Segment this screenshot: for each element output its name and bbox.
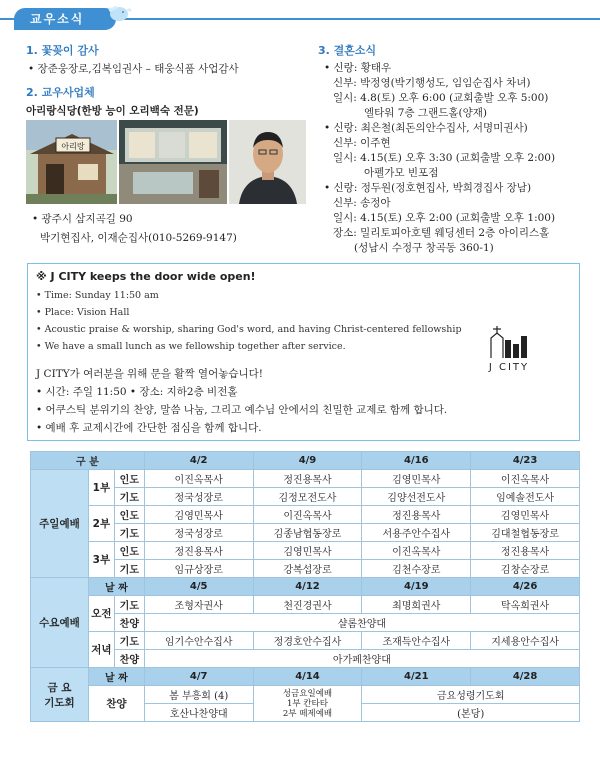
wedding-line: 장소: 밀리토피아호텔 웨딩센터 2층 아이리스홀 [333, 227, 550, 239]
table-row [31, 596, 580, 614]
wedding-line: 일시: 4.15(토) 오후 2:00 (교회출발 오후 1:00) [333, 212, 556, 224]
business-address-line: • 광주시 삼지곡길 90 [32, 213, 133, 225]
schedule-cell: 임기수안수집사 [144, 632, 253, 650]
table-row [31, 542, 580, 560]
schedule-cell: 정진용목사 [471, 542, 580, 560]
business-name: 아리랑식당(한방 능이 오리백숙 전문) [26, 105, 199, 117]
wedding-line: 일시: 4.8(토) 오후 6:00 (교회출발 오후 5:00) [333, 92, 549, 104]
friday-date: 4/21 [362, 668, 471, 686]
role-label: 기도 [114, 524, 144, 542]
schedule-cell: 김정모전도사 [253, 488, 362, 506]
schedule-cell: 이진옥목사 [253, 506, 362, 524]
friday-label-line: 기도회 [44, 696, 75, 709]
schedule-cell: 아가페찬양대 [144, 650, 579, 668]
schedule-cell: 호산나찬양대 [144, 704, 253, 722]
schedule-cell: 이진옥목사 [362, 542, 471, 560]
friday-praise-label: 찬양 [88, 686, 144, 722]
table-row [31, 578, 580, 596]
wedding-line: (성남시 수정구 창곡동 360-1) [354, 242, 494, 254]
table-row [31, 632, 580, 650]
schedule-cell: 정진용목사 [253, 470, 362, 488]
sunday-worship-label: 주일예배 [31, 470, 89, 578]
schedule-cell: 정진용목사 [144, 542, 253, 560]
wednesday-worship-label: 수요예배 [31, 578, 89, 668]
role-label: 기도 [114, 632, 144, 650]
friday-date: 4/7 [144, 668, 253, 686]
schedule-cell: 정국성장로 [144, 488, 253, 506]
business-contact-line: 박기현집사, 이재순집사(010-5269-9147) [40, 232, 237, 244]
wedding-list [318, 61, 588, 256]
schedule-cell: 지세용안수집사 [471, 632, 580, 650]
business-title: 2. 교우사업체 [26, 86, 95, 99]
table-row [31, 668, 580, 686]
table-row [31, 470, 580, 488]
schedule-cell: 강복섭장로 [253, 560, 362, 578]
jcity-ko-line: • 예배 후 교제시간에 간단한 점심을 함께 합니다. [36, 422, 262, 434]
owner-portrait [229, 120, 306, 204]
wedding-line: 신부: 송정아 [333, 197, 391, 209]
business-address [32, 212, 312, 246]
service-label: 1부 [88, 470, 114, 506]
worship-schedule-table [30, 451, 580, 722]
date-label: 날 짜 [88, 578, 144, 596]
schedule-cell: 김양선전도사 [362, 488, 471, 506]
wednesday-date: 4/26 [471, 578, 580, 596]
wedding-line: • 신랑: 최은철(최돈의안수집사, 서명미권사) [324, 122, 528, 134]
table-head-label: 구 분 [31, 452, 145, 470]
schedule-cell: 김영민목사 [471, 506, 580, 524]
role-label: 기도 [114, 560, 144, 578]
table-row [31, 452, 580, 470]
jcity-logo [479, 324, 539, 374]
wedding-line: • 신랑: 황태우 [324, 62, 392, 74]
role-label: 기도 [114, 596, 144, 614]
schedule-cell: 김종남협동장로 [253, 524, 362, 542]
banner-title: 교우소식 [14, 8, 116, 30]
schedule-cell: 정국성장로 [144, 524, 253, 542]
friday-label-line: 금 요 [47, 681, 72, 694]
section-banner [0, 8, 600, 30]
wedding-news [318, 42, 588, 256]
schedule-cell: 임예솔전도사 [471, 488, 580, 506]
schedule-cell: 김창순장로 [471, 560, 580, 578]
schedule-cell: 임규상장로 [144, 560, 253, 578]
schedule-cell: 금요성령기도회 [362, 686, 580, 704]
service-label: 3부 [88, 542, 114, 578]
jcity-box [27, 263, 580, 441]
wedding-title: 3. 결혼소식 [318, 44, 377, 57]
friday-date: 4/28 [471, 668, 580, 686]
role-label: 찬양 [114, 650, 144, 668]
schedule-cell: 김영민목사 [144, 506, 253, 524]
friday-date: 4/14 [253, 668, 362, 686]
schedule-cell: 이진옥목사 [471, 470, 580, 488]
business-photos [26, 120, 306, 204]
restaurant-photo-exterior [26, 120, 117, 204]
schedule-cell: 조재득안수집사 [362, 632, 471, 650]
flower-thanks-title: 1. 꽃꽂이 감사 [26, 44, 99, 57]
good-friday-line: 2부 떼제예배 [282, 708, 333, 719]
jcity-en-line: • Time: Sunday 11:50 am [36, 290, 159, 301]
wedding-line: 아펠가모 빈포점 [364, 167, 439, 179]
schedule-cell: 최명희권사 [362, 596, 471, 614]
sunday-date: 4/2 [144, 452, 253, 470]
wednesday-evening-label: 저녁 [88, 632, 114, 668]
jcity-content [36, 270, 476, 437]
sunday-date: 4/16 [362, 452, 471, 470]
wedding-line: 신부: 박정영(박기행성도, 임임순집사 차녀) [333, 77, 531, 89]
schedule-cell: 탁옥희권사 [471, 596, 580, 614]
wedding-line: 엘타워 7층 그랜드홀(양재) [364, 107, 487, 119]
jcity-ko-line: • 시간: 주일 11:50 • 장소: 지하2층 비전홀 [36, 386, 238, 398]
good-friday-line: 성금요일예배 [282, 688, 333, 699]
schedule-cell: 천진경권사 [253, 596, 362, 614]
schedule-cell: 김대철협동장로 [471, 524, 580, 542]
service-label: 2부 [88, 506, 114, 542]
jcity-en-line: • Place: Vision Hall [36, 307, 130, 318]
wedding-line: • 신랑: 정두원(정호현집사, 박희경집사 장남) [324, 182, 532, 194]
church-icon [487, 324, 531, 358]
role-label: 기도 [114, 488, 144, 506]
restaurant-photo-interior [119, 120, 226, 204]
jcity-en-line: • Acoustic praise & worship, sharing God's word, and having Christ-centered fellowship [36, 324, 462, 335]
good-friday-line: 1부 칸타타 [286, 698, 328, 709]
schedule-cell: 서용주안수집사 [362, 524, 471, 542]
role-label: 인도 [114, 542, 144, 560]
schedule-cell: 봄 부흥회 (4) [144, 686, 253, 704]
left-column [26, 42, 306, 119]
role-label: 인도 [114, 470, 144, 488]
wednesday-date: 4/12 [253, 578, 362, 596]
role-label: 찬양 [114, 614, 144, 632]
wednesday-morning-label: 오전 [88, 596, 114, 632]
sunday-date: 4/9 [253, 452, 362, 470]
jcity-logo-text: J CITY [488, 362, 530, 373]
date-label: 날 짜 [88, 668, 144, 686]
wednesday-date: 4/5 [144, 578, 253, 596]
jcity-ko-line: • 어쿠스틱 분위기의 찬양, 말씀 나눔, 그리고 예수님 안에서의 친밀한 교제로 함께 합니다. [36, 404, 448, 416]
table-row [31, 686, 580, 704]
good-friday-cell [253, 686, 362, 722]
jcity-ko-line: J CITY가 여러분을 위해 문을 활짝 열어놓습니다! [36, 368, 264, 380]
jcity-title: ※ J CITY keeps the door wide open! [36, 270, 256, 283]
role-label: 인도 [114, 506, 144, 524]
schedule-cell: 정진용목사 [362, 506, 471, 524]
bird-icon [104, 2, 134, 24]
schedule-cell: 이진옥목사 [144, 470, 253, 488]
friday-prayer-label [31, 668, 89, 722]
restaurant-sign-text: 아리랑 [61, 142, 85, 151]
flower-thanks-line: • 장준웅장로,김복임권사 – 태웅식품 사업감사 [28, 63, 239, 75]
schedule-cell: (본당) [362, 704, 580, 722]
jcity-en-line: • We have a small lunch as we fellowship together after service. [36, 341, 346, 352]
schedule-cell: 김영민목사 [253, 542, 362, 560]
schedule-cell: 샬롬찬양대 [144, 614, 579, 632]
schedule-cell: 조형자권사 [144, 596, 253, 614]
schedule-cell: 김영민목사 [362, 470, 471, 488]
wedding-line: 일시: 4.15(토) 오후 3:30 (교회출발 오후 2:00) [333, 152, 556, 164]
sunday-date: 4/23 [471, 452, 580, 470]
schedule-cell: 김천수장로 [362, 560, 471, 578]
table-row [31, 506, 580, 524]
wedding-line: 신부: 이주현 [333, 137, 391, 149]
schedule-cell: 정경호안수집사 [253, 632, 362, 650]
wednesday-date: 4/19 [362, 578, 471, 596]
